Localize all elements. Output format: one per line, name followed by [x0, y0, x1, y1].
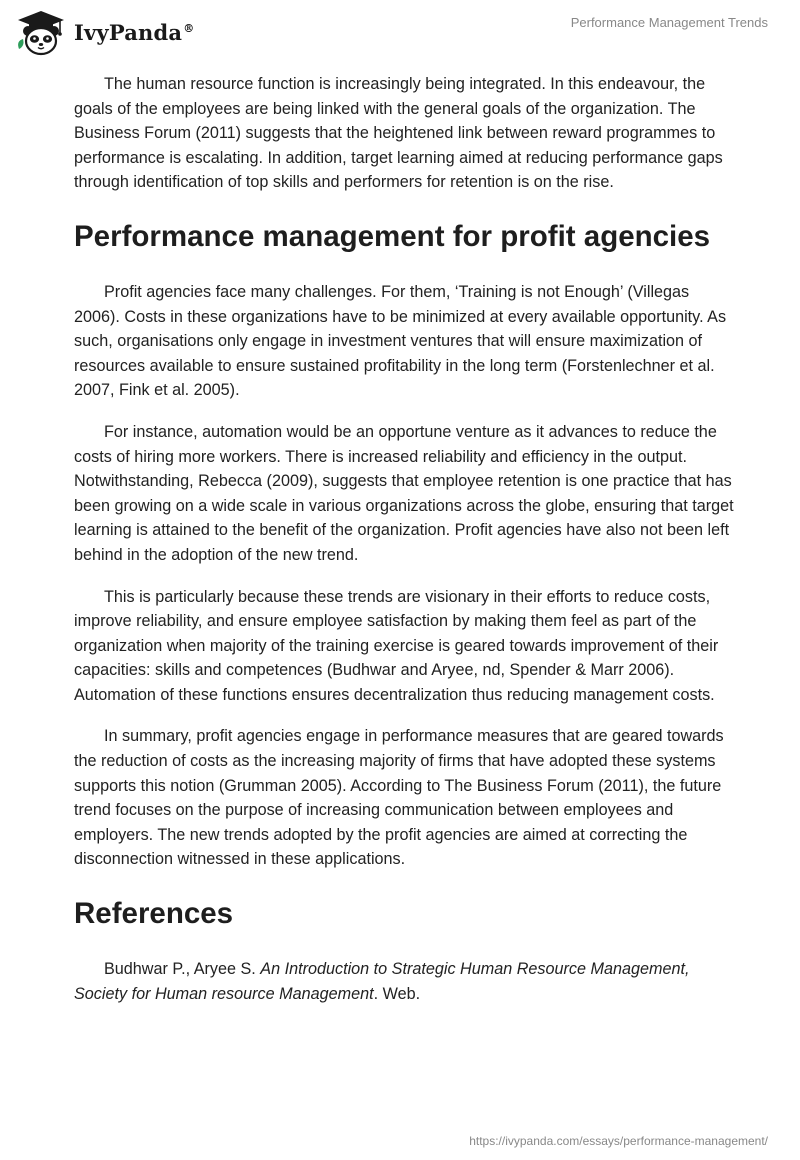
document-body: [74, 72, 734, 1006]
profit-paragraph-3: This is particularly because these trends are visionary in their efforts to reduce costs, improve reliability, and ensure employee satisfaction by making them feel as part of the organization when majority of the training exercise is geared towards improvement of their capacities: skills and competences (Budhwar and Aryee, nd, Spender & Marr 2006). Automation of these functions ensures decentralization thus reducing management costs.: [74, 587, 719, 704]
intro-paragraph: The human resource function is increasingly being integrated. In this endeavour, the goals of the employees are being linked with the general goals of the organization. The Business Forum (2011) suggests that the heightened link between reward programmes to performance is escalating. In addition, target learning aimed at reducing performance gaps through identification of top skills and performers for retention is on the rise.: [74, 75, 723, 192]
source-url[interactable]: https://ivypanda.com/essays/performance-management/: [469, 1134, 768, 1148]
registered-mark: ®: [183, 21, 195, 35]
profit-paragraph-4: In summary, profit agencies engage in performance measures that are geared towards the reduction of costs as the increasing majority of firms that have adopted these systems supports this notion (Grumman 2005). According to The Business Forum (2011), the future trend focuses on the purpose of increasing communication between employees and employers. The new trends adopted by the profit agencies are aimed at correcting the disconnection witnessed in these applications.: [74, 727, 724, 869]
section-heading-profit-agencies: Performance management for profit agencies: [74, 219, 711, 253]
reference-authors: Budhwar P., Aryee S.: [104, 960, 261, 979]
page-header: [0, 0, 800, 60]
references-heading: References: [74, 897, 234, 931]
reference-item: [74, 957, 734, 1006]
profit-paragraph-1: Profit agencies face many challenges. For them, ‘Training is not Enough’ (Villegas 2006). Costs in these organizations have to be minimized at every available opportunity. As such, organisations only engage in investment ventures that will ensure maximization of resources available to ensure sustained profitability in the long term (Forstenlechner et al. 2007, Fink et al. 2005).: [74, 282, 727, 400]
document-title: Performance Management Trends: [570, 15, 768, 30]
reference-title: An Introduction to Strategic Human Resource Management, Society for Human resource Management: [74, 960, 690, 1003]
logo-wordmark: IvyPanda®: [74, 19, 195, 45]
profit-paragraph-2: For instance, automation would be an opportune venture as it advances to reduce the costs of hiring more workers. There is increased reliability and efficiency in the output. Notwithstanding, Rebecca (2009), suggests that employee retention is one practice that has been growing on a wide scale in various organizations across the globe, ensuring that target learning is attained to the benefit of the organization. Profit agencies have also not been left behind in the adoption of the new trend.: [74, 422, 734, 564]
reference-suffix: . Web.: [373, 984, 421, 1003]
panda-graduation-icon: [14, 9, 68, 57]
ivypanda-logo[interactable]: [14, 9, 194, 57]
